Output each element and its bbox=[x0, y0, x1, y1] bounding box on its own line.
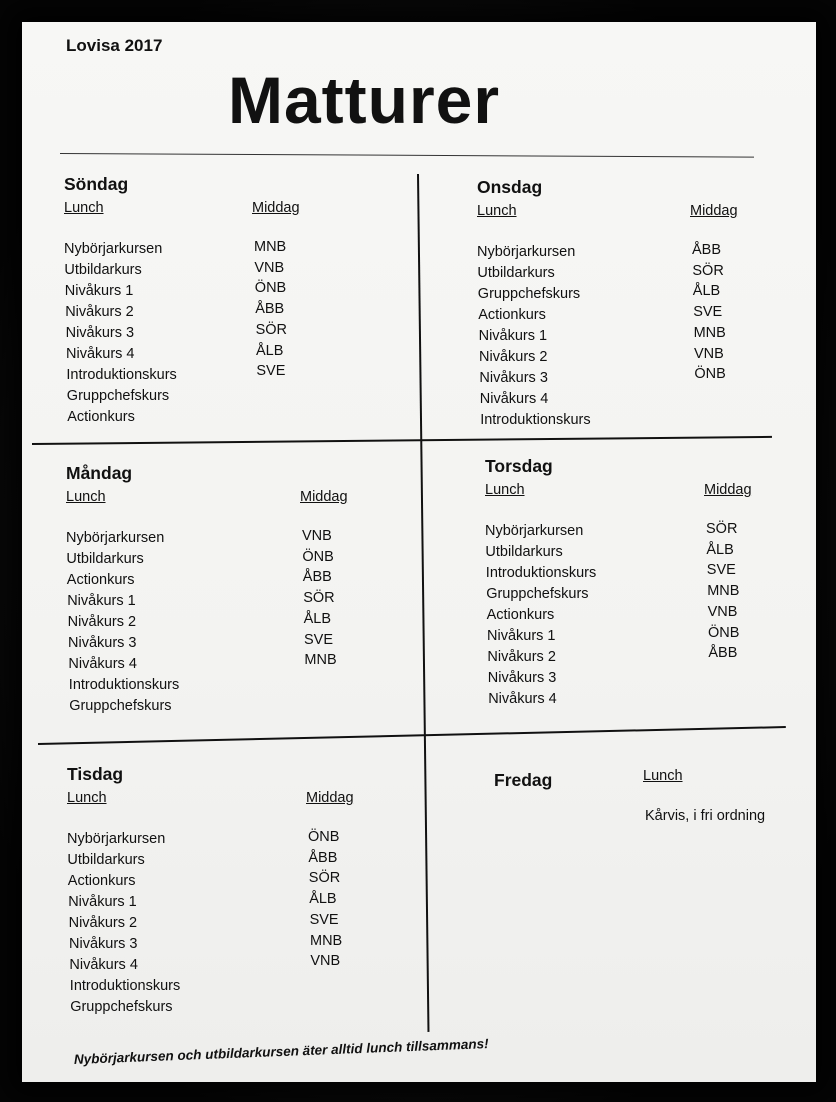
tisdag-middag-item: SVE bbox=[309, 911, 339, 928]
page-title: Matturer bbox=[228, 63, 501, 137]
vertical-divider bbox=[417, 174, 429, 1032]
sondag-middag-header: Middag bbox=[252, 200, 300, 216]
torsdag-middag-item: VNB bbox=[707, 603, 738, 620]
torsdag-middag-item: SVE bbox=[706, 562, 736, 579]
tisdag-middag-item: SÖR bbox=[308, 870, 341, 887]
tisdag-middag-header: Middag bbox=[306, 790, 354, 806]
mandag-lunch-item: Actionkurs bbox=[66, 572, 135, 588]
onsdag-middag-item: ÅLB bbox=[692, 283, 721, 300]
day-title-onsdag: Onsdag bbox=[477, 177, 543, 197]
sondag-middag-item: ÖNB bbox=[254, 280, 287, 297]
torsdag-lunch-item: Actionkurs bbox=[486, 607, 555, 623]
fredag-lunch-text: Kårvis, i fri ordning bbox=[645, 808, 766, 824]
sondag-lunch-item: Nivåkurs 4 bbox=[66, 346, 135, 362]
sondag-lunch-item: Actionkurs bbox=[67, 409, 135, 425]
onsdag-middag-item: MNB bbox=[693, 324, 726, 341]
mandag-lunch-item: Nivåkurs 1 bbox=[67, 593, 136, 609]
mandag-middag-item: VNB bbox=[302, 528, 332, 544]
torsdag-lunch-item: Utbildarkurs bbox=[485, 544, 563, 560]
torsdag-lunch-item: Introduktionskurs bbox=[485, 565, 597, 581]
tisdag-lunch-item: Utbildarkurs bbox=[67, 852, 145, 868]
day-name-onsdag bbox=[477, 177, 542, 198]
onsdag-lunch-item: Nivåkurs 2 bbox=[479, 349, 548, 365]
tisdag-middag-item: ÅLB bbox=[309, 891, 337, 908]
onsdag-lunch-item: Introduktionskurs bbox=[480, 412, 591, 428]
torsdag-middag-item: ÅBB bbox=[708, 645, 738, 662]
onsdag-middag-item: ÅBB bbox=[692, 242, 722, 258]
tisdag-lunch-item: Nybörjarkursen bbox=[67, 831, 166, 847]
sondag-middag-item: MNB bbox=[254, 239, 287, 255]
torsdag-middag-item: MNB bbox=[707, 583, 740, 600]
day-name-mandag bbox=[66, 463, 132, 484]
day-name-sondag bbox=[64, 174, 128, 195]
mandag-lunch-item: Nivåkurs 2 bbox=[67, 614, 137, 630]
onsdag-lunch-item: Nybörjarkursen bbox=[477, 244, 576, 260]
tisdag-lunch-item: Nivåkurs 3 bbox=[69, 936, 138, 952]
mandag-lunch-item: Nybörjarkursen bbox=[66, 530, 165, 546]
sondag-middag-item: SÖR bbox=[255, 321, 288, 338]
torsdag-middag-item: ÅLB bbox=[706, 541, 734, 558]
horizontal-divider-2 bbox=[38, 726, 786, 745]
section-fredag bbox=[494, 770, 552, 791]
torsdag-lunch-header: Lunch bbox=[485, 482, 525, 498]
day-name-torsdag bbox=[485, 456, 553, 477]
sondag-middag-item: SVE bbox=[256, 363, 286, 380]
onsdag-lunch-item: Nivåkurs 1 bbox=[478, 328, 548, 344]
tisdag-middag-item: ÅBB bbox=[308, 849, 338, 866]
torsdag-lunch-item: Gruppchefskurs bbox=[486, 586, 589, 602]
tisdag-middag-item: ÖNB bbox=[308, 829, 340, 845]
mandag-middag-header: Middag bbox=[300, 489, 348, 505]
mandag-lunch-item: Nivåkurs 3 bbox=[68, 635, 137, 651]
onsdag-middag-item: SÖR bbox=[692, 262, 724, 279]
fredag-lunch-header: Lunch bbox=[643, 768, 683, 784]
tisdag-lunch-item: Nivåkurs 1 bbox=[68, 894, 137, 910]
torsdag-lunch-item: Nivåkurs 2 bbox=[487, 649, 556, 665]
tisdag-lunch-item: Nivåkurs 4 bbox=[69, 957, 138, 973]
mandag-middag-item: MNB bbox=[304, 652, 337, 669]
mandag-lunch-item: Gruppchefskurs bbox=[69, 698, 172, 714]
onsdag-lunch-item: Nivåkurs 3 bbox=[479, 370, 548, 386]
onsdag-middag-header: Middag bbox=[690, 203, 738, 219]
tisdag-lunch-item: Actionkurs bbox=[67, 873, 136, 889]
day-title-mandag: Måndag bbox=[66, 463, 133, 483]
mandag-lunch-header: Lunch bbox=[66, 489, 106, 505]
sondag-lunch-item: Nivåkurs 3 bbox=[65, 325, 135, 341]
sondag-lunch-item: Introduktionskurs bbox=[66, 367, 177, 383]
sondag-lunch-item: Utbildarkurs bbox=[64, 262, 142, 278]
mandag-middag-item: ÖNB bbox=[302, 548, 334, 565]
sondag-middag-item: ÅBB bbox=[255, 301, 285, 318]
onsdag-lunch-item: Utbildarkurs bbox=[477, 265, 555, 281]
sondag-lunch-item: Gruppchefskurs bbox=[66, 388, 170, 404]
torsdag-middag-item: SÖR bbox=[706, 521, 738, 537]
tisdag-middag-item: VNB bbox=[310, 953, 341, 970]
torsdag-middag-header: Middag bbox=[704, 482, 752, 498]
tisdag-middag-item: MNB bbox=[310, 932, 343, 949]
torsdag-lunch-item: Nivåkurs 1 bbox=[487, 628, 556, 644]
day-title-tisdag: Tisdag bbox=[67, 764, 124, 784]
tisdag-lunch-item: Gruppchefskurs bbox=[70, 999, 173, 1015]
header-divider bbox=[60, 153, 754, 158]
onsdag-middag-item: ÖNB bbox=[694, 366, 726, 383]
menu-sheet bbox=[22, 22, 816, 1082]
horizontal-divider-1 bbox=[32, 436, 772, 445]
tisdag-lunch-item: Nivåkurs 2 bbox=[68, 915, 138, 931]
sondag-lunch-header: Lunch bbox=[64, 200, 104, 216]
onsdag-lunch-item: Gruppchefskurs bbox=[477, 286, 581, 302]
footer-note: Nybörjarkursen och utbildarkursen äter alltid lunch tillsammans! bbox=[73, 1036, 489, 1067]
mandag-lunch-item: Utbildarkurs bbox=[66, 551, 144, 567]
mandag-middag-item: ÅBB bbox=[302, 569, 332, 586]
day-name-fredag: Fredag bbox=[494, 770, 553, 790]
onsdag-lunch-item: Nivåkurs 4 bbox=[479, 391, 549, 407]
mandag-middag-item: SVE bbox=[304, 631, 334, 648]
mandag-lunch-item: Introduktionskurs bbox=[68, 677, 180, 693]
day-name-tisdag bbox=[67, 764, 123, 785]
onsdag-lunch-item: Actionkurs bbox=[478, 307, 546, 323]
sondag-middag-item: VNB bbox=[254, 259, 285, 276]
torsdag-lunch-item: Nybörjarkursen bbox=[485, 523, 584, 539]
torsdag-middag-item: ÖNB bbox=[708, 624, 740, 641]
day-title-torsdag: Torsdag bbox=[485, 456, 553, 476]
onsdag-middag-item: SVE bbox=[693, 304, 723, 321]
onsdag-middag-item: VNB bbox=[694, 345, 724, 362]
sondag-lunch-item: Nivåkurs 2 bbox=[65, 304, 134, 320]
sondag-lunch-item: Nivåkurs 1 bbox=[64, 283, 134, 299]
tisdag-lunch-item: Introduktionskurs bbox=[69, 978, 181, 994]
mandag-middag-item: ÅLB bbox=[303, 610, 332, 627]
sondag-middag-item: ÅLB bbox=[256, 342, 284, 359]
sondag-lunch-item: Nybörjarkursen bbox=[64, 241, 163, 257]
header-subtitle: Lovisa 2017 bbox=[66, 36, 163, 55]
tisdag-lunch-header: Lunch bbox=[67, 790, 107, 806]
torsdag-lunch-item: Nivåkurs 4 bbox=[488, 691, 557, 707]
torsdag-lunch-item: Nivåkurs 3 bbox=[487, 670, 557, 686]
day-title-sondag: Söndag bbox=[64, 174, 129, 194]
onsdag-lunch-header: Lunch bbox=[477, 203, 517, 219]
mandag-middag-item: SÖR bbox=[303, 590, 335, 607]
mandag-lunch-item: Nivåkurs 4 bbox=[68, 656, 137, 672]
